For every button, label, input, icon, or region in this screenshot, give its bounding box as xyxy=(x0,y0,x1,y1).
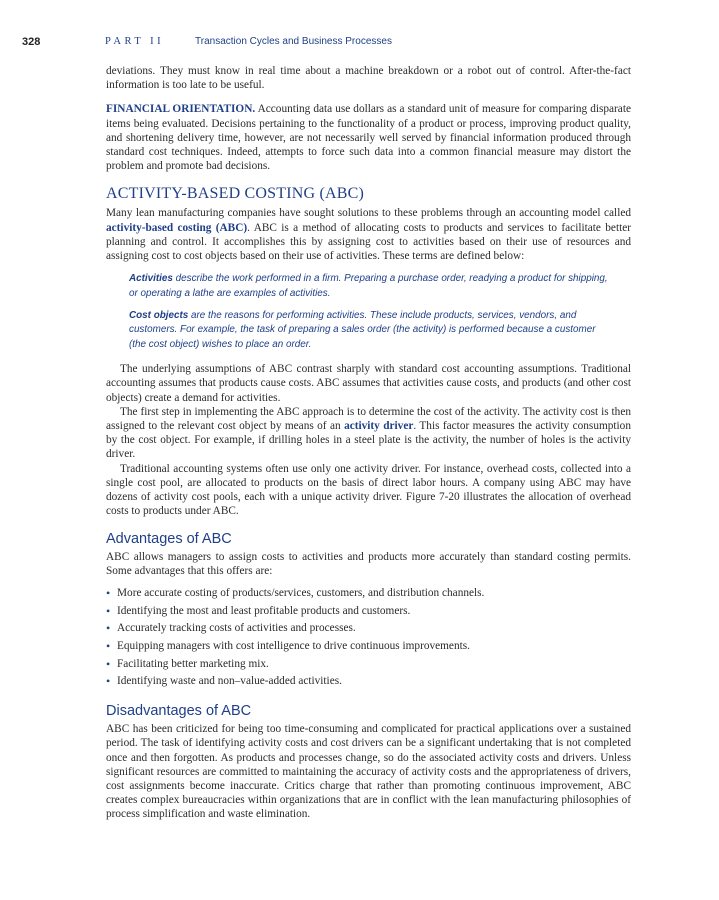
definition-term-activities: Activities xyxy=(129,273,173,285)
financial-orientation-heading: FINANCIAL ORIENTATION. xyxy=(106,103,256,116)
term-activity-based-costing: activity-based costing (ABC) xyxy=(106,221,248,234)
definitions-block xyxy=(129,272,611,352)
list-item: • Accurately tracking costs of activities and processes. xyxy=(106,620,631,638)
definition-term-cost-objects: Cost objects xyxy=(129,310,189,322)
advantages-heading: Advantages of ABC xyxy=(106,530,232,547)
page-body xyxy=(106,64,631,822)
advantages-list xyxy=(106,585,631,691)
list-item: • Equipping managers with cost intelligence to drive continuous improvements. xyxy=(106,638,631,656)
list-item: • Identifying waste and non–value-added activities. xyxy=(106,673,631,691)
abc-p1-text-b: . ABC is a method of allocating costs to products and services to facilitate better planning and control. It accomplishes this by assigning cost to activities based on their use of resources and assigning cost to cost objects based on their use of activities. These terms are defined below: xyxy=(106,221,631,263)
disadvantages-paragraph: ABC has been criticized for being too time-consuming and complicated for practical applications over a sustained period. The task of identifying activity costs and cost drivers can be a significant undertaking that is not completed once and then forgotten. As products and processes change, so do the associated activity costs and drivers. Unless significant resources are committed to maintaining the accuracy of activity costs and the appropriateness of drivers, cost assignments become inaccurate. Critics charge that rather than promoting continuous improvement, ABC creates complex bureaucracies within organizations that are in conflict with the lean manufacturing philosophies of process simplification and waste elimination. xyxy=(106,723,631,821)
definition-text-activities: describe the work performed in a firm. Preparing a purchase order, readying a product for shipping, or operating a lathe are examples of activities. xyxy=(129,273,608,299)
part-label: PART II xyxy=(105,36,165,47)
running-header xyxy=(0,34,719,52)
financial-orientation-paragraph xyxy=(106,102,631,173)
abc-paragraph-2: The underlying assumptions of ABC contrast sharply with standard cost accounting assumptions. Traditional accounting assumes that products cause costs. ABC assumes that activities cause costs, and products (and other cost objects) create a demand for activities. xyxy=(106,363,631,404)
definition-activities xyxy=(129,272,611,301)
abc-section-heading: ACTIVITY-BASED COSTING (ABC) xyxy=(106,185,365,203)
abc-p1-text-a: Many lean manufacturing companies have sought solutions to these problems through an accounting model called xyxy=(106,207,631,220)
list-item: • More accurate costing of products/services, customers, and distribution channels. xyxy=(106,585,631,603)
abc-paragraph-3 xyxy=(106,405,631,462)
list-item: • Facilitating better marketing mix. xyxy=(106,656,631,674)
intro-paragraph: deviations. They must know in real time about a machine breakdown or a robot out of control. After-the-fact information is too late to be useful. xyxy=(106,65,631,92)
page-number: 328 xyxy=(22,36,41,48)
abc-paragraph-1 xyxy=(106,206,631,263)
definition-cost-objects xyxy=(129,309,611,352)
disadvantages-heading: Disadvantages of ABC xyxy=(106,703,252,720)
definition-text-cost-objects: are the reasons for performing activities. These include products, services, vendors, and customers. For example, the task of preparing a sales order (the activity) is performed because a customer (the cost object) wishes to place an order. xyxy=(129,310,596,350)
abc-p3-text-b: . This factor measures the activity consumption by the cost object. For example, if drilling holes in a steel plate is the activity, the number of holes is the activity driver. xyxy=(106,420,631,461)
advantages-intro: ABC allows managers to assign costs to activities and products more accurately than standard costing permits. Some advantages that this offers are: xyxy=(106,550,631,577)
abc-paragraph-4: Traditional accounting systems often use only one activity driver. For instance, overhead costs, collected into a single cost pool, are allocated to products on the basis of direct labor hours. A company using ABC may have dozens of activity cost pools, each with a unique activity driver. Figure 7-20 illustrates the allocation of overhead costs to products under ABC. xyxy=(106,462,631,518)
financial-orientation-text: Accounting data use dollars as a standard unit of measure for comparing disparate items being evaluated. Decisions pertaining to the functionality of a product or process, improving product quality, and shortening delivery time, however, are not necessarily well served by financial information produced through standard cost techniques. Indeed, attempts to force such data into a common financial measure may distort the problem and promote bad decisions. xyxy=(106,103,631,173)
abc-p3-text-a: The first step in implementing the ABC approach is to determine the cost of the activity. The activity cost is then assigned to the relevant cost object by means of an xyxy=(106,405,631,433)
term-activity-driver: activity driver xyxy=(344,420,414,433)
list-item: • Identifying the most and least profitable products and customers. xyxy=(106,603,631,621)
chapter-title: Transaction Cycles and Business Processes xyxy=(195,36,392,47)
